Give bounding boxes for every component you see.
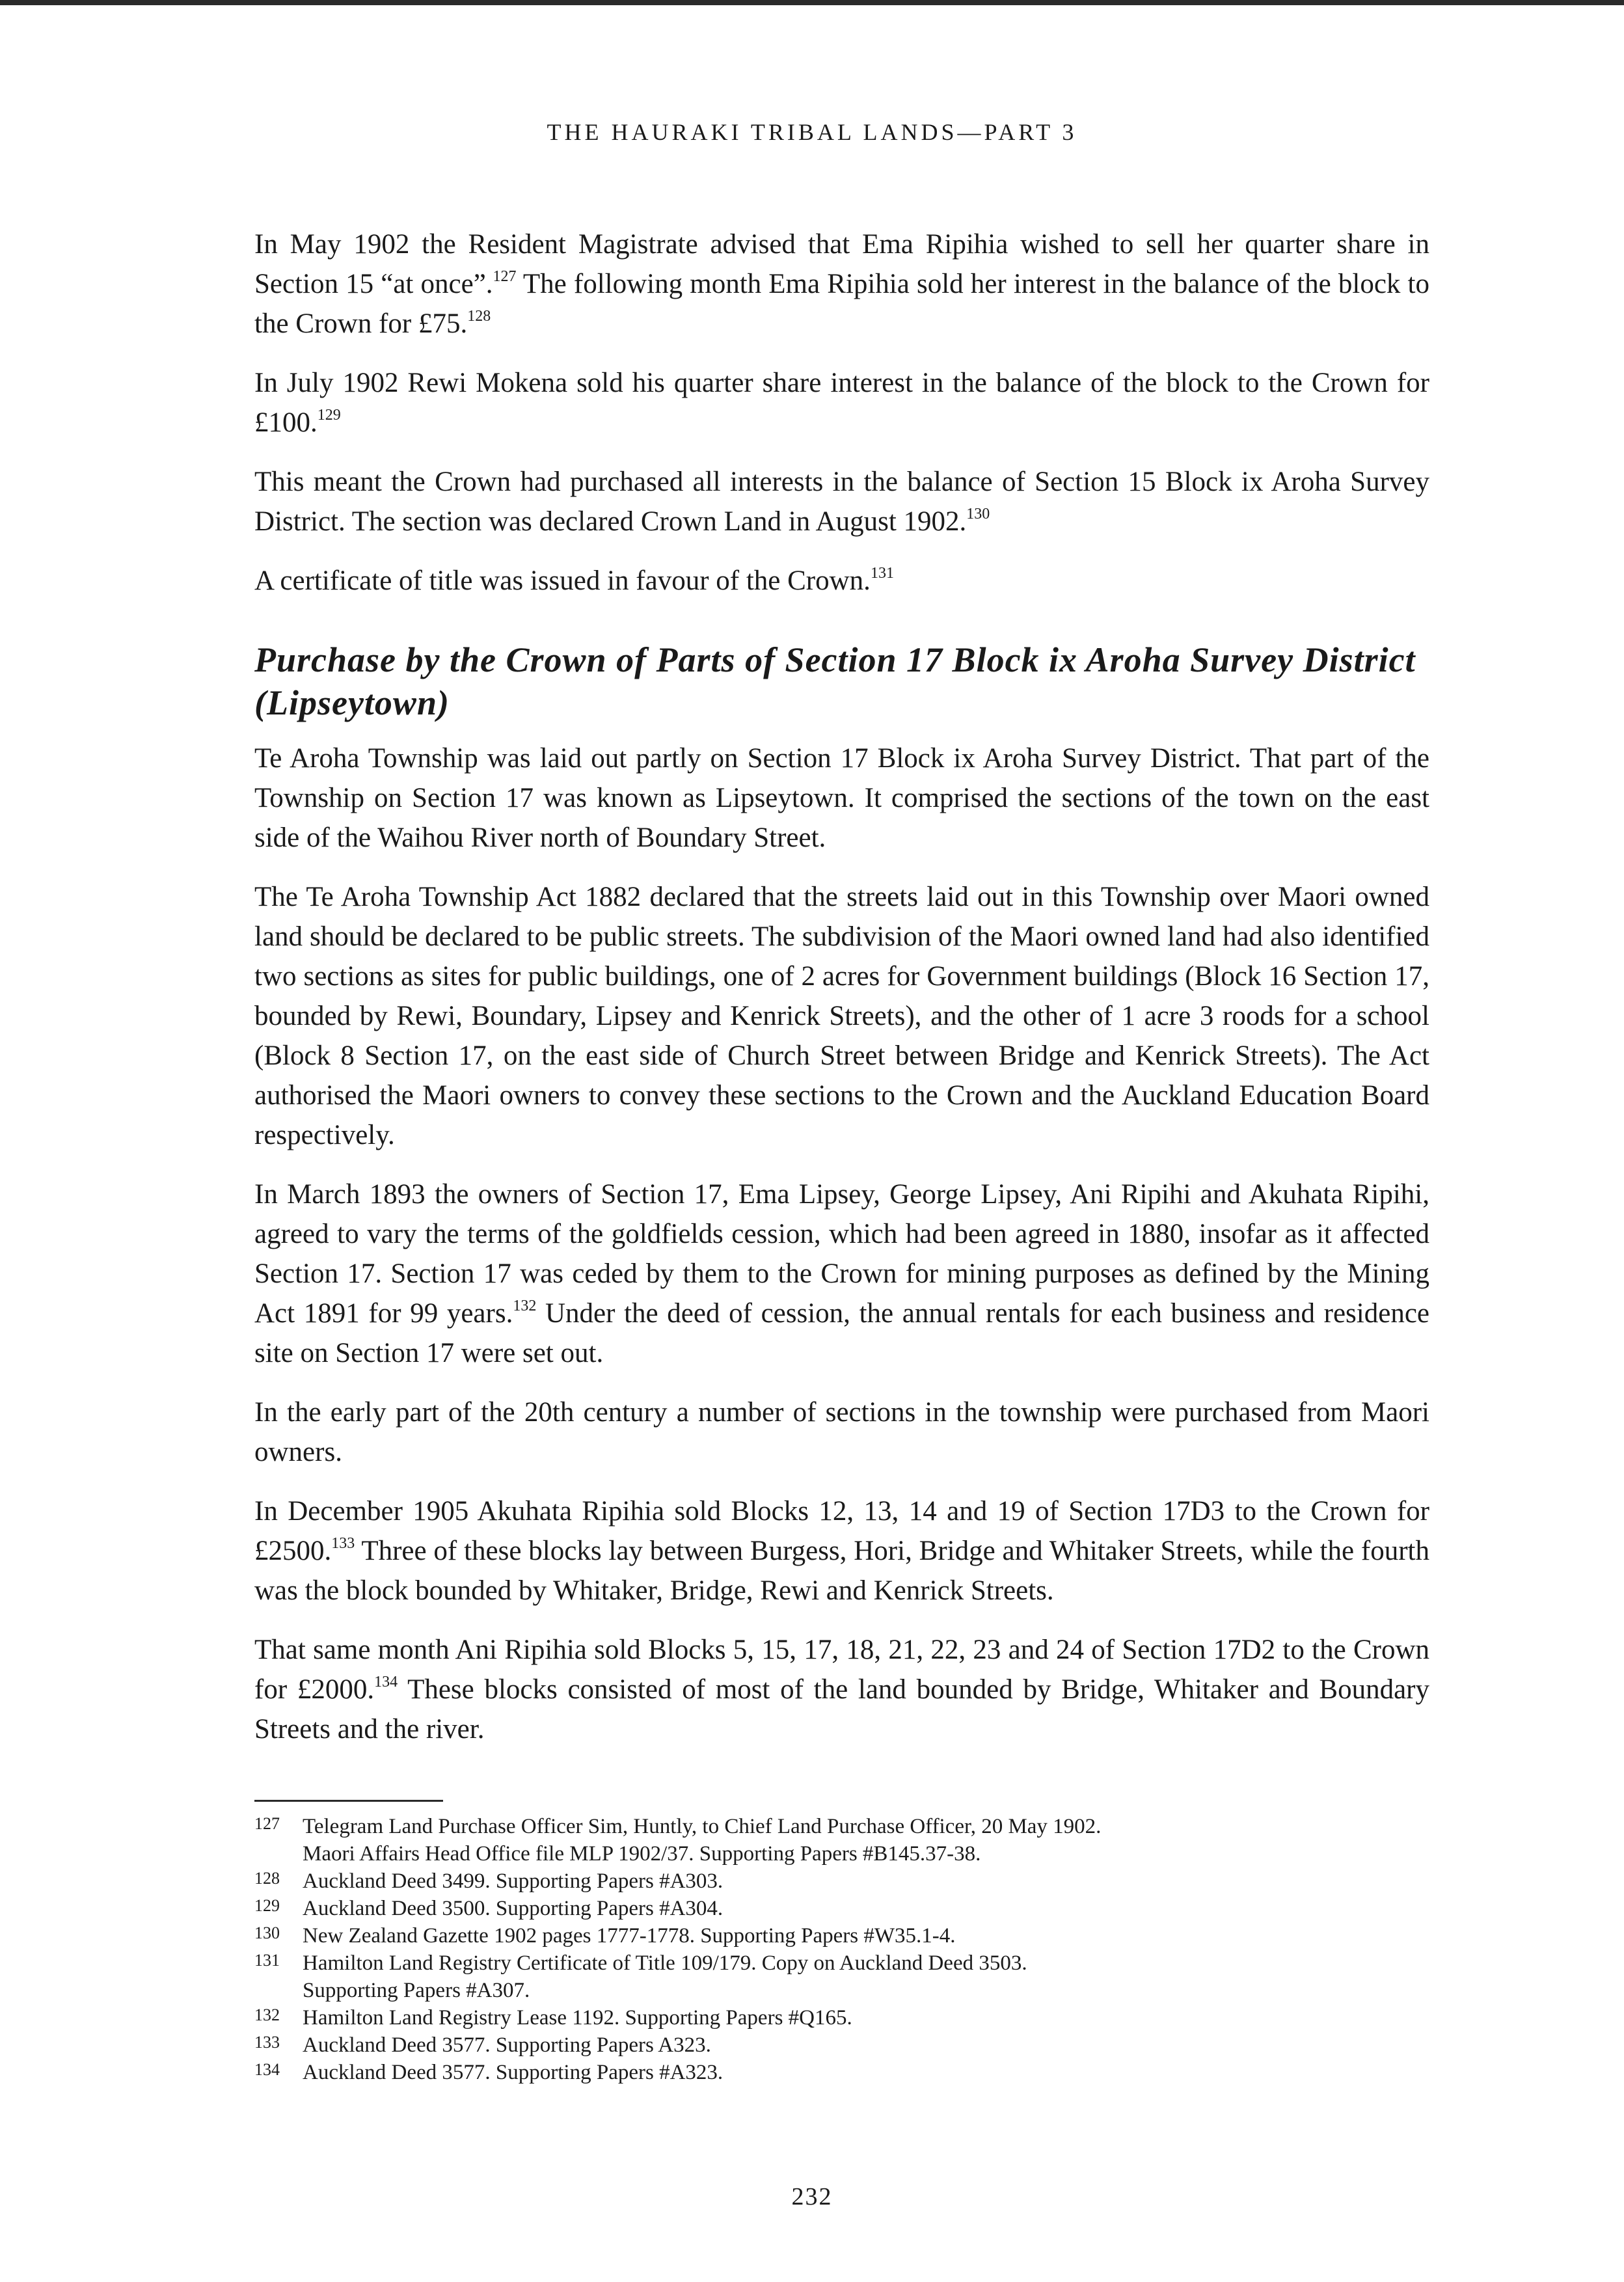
paragraph [254,877,1429,1155]
paragraph-text: Under the deed of cession, the annual rentals for each business and residence site on Section 17 were set out. [254,1298,1429,1368]
footnote-line: Auckland Deed 3500. Supporting Papers #A304. [303,1897,724,1920]
paragraph [254,1392,1429,1472]
footnote-number: 128 [254,1869,280,1888]
footnote-ref: 130 [966,506,990,523]
footnote-line: Hamilton Land Registry Lease 1192. Supporting Papers #Q165. [303,2006,852,2030]
footnote-line: Auckland Deed 3577. Supporting Papers #A323. [303,2061,724,2084]
paragraph-text: The Te Aroha Township Act 1882 declared that the streets laid out in this Township over Maori owned land should be declared to be public streets. The subdivision of the Maori owned land had also identified two sections as sites for public buildings, one of 2 acres for Government buildings (Block 16 Section 17, bounded by Rewi, Boundary, Lipsey and Kenrick Streets), and the other of 1 acre 3 roods for a school (Block 8 Section 17, on the east side of Church Street between Bridge and Kenrick Streets). The Act authorised the Maori owners to convey these sections to the Crown and the Auckland Education Board respectively. [254,882,1429,1150]
paragraph-text: Te Aroha Township was laid out partly on Section 17 Block ix Aroha Survey District. That part of the Township on Section 17 was known as Lipseytown. It comprised the sections of the town on the east side of the Waihou River north of Boundary Street. [254,743,1429,853]
paragraph [254,561,1429,601]
footnote-line: Auckland Deed 3499. Supporting Papers #A303. [303,1869,724,1893]
footnote [254,1922,1429,1949]
paragraph-text: A certificate of title was issued in favour of the Crown. [254,565,871,596]
paragraph-group-b [254,739,1429,1749]
paragraph-text: The following month Ema Ripihia sold her interest in the balance of the block to the Crown for £75. [254,269,1429,339]
paragraph-text: In May 1902 the Resident Magistrate advised that Ema Ripihia wished to sell her quarter share in Section 15 “at once”. [254,229,1429,299]
paragraph [254,1175,1429,1373]
footnote-ref: 132 [513,1297,537,1314]
footnote-number: 127 [254,1814,280,1833]
footnote [254,1813,1429,1868]
footnote-number: 131 [254,1951,280,1970]
footnote [254,2004,1429,2031]
paragraph-text: In March 1893 the owners of Section 17, Ema Lipsey, George Lipsey, Ani Ripihi and Akuhata Ripihi, agreed to vary the terms of the goldfields cession, which had been agreed in 1880, insofar as it affected Section 17. Section 17 was ceded by them to the Crown for mining purposes as defined by the Mining Act 1891 for 99 years. [254,1179,1429,1329]
footnote-number: 129 [254,1896,280,1915]
paragraph-text: This meant the Crown had purchased all interests in the balance of Section 15 Block ix Aroha Survey District. The section was declared Crown Land in August 1902. [254,467,1429,537]
footnote [254,1949,1429,2004]
footnote [254,2059,1429,2086]
paragraph-text: In December 1905 Akuhata Ripihia sold Blocks 12, 13, 14 and 19 of Section 17D3 to the Crown for £2500. [254,1496,1429,1566]
footnote-number: 132 [254,2005,280,2024]
footnote-number: 130 [254,1923,280,1942]
paragraph-text: These blocks consisted of most of the land bounded by Bridge, Whitaker and Boundary Streets and the river. [254,1674,1429,1745]
footnotes [254,1813,1429,2086]
footnote-line: Maori Affairs Head Office file MLP 1902/37. Supporting Papers #B145.37-38. [303,1842,981,1866]
section-heading: Purchase by the Crown of Parts of Section 17 Block ix Aroha Survey District (Lipseytown) [254,640,1416,722]
footnote-separator [254,1800,443,1802]
footnote-ref: 127 [493,268,517,285]
footnote-number: 133 [254,2033,280,2052]
footnote [254,1895,1429,1922]
paragraph [254,462,1429,541]
footnote-line: Supporting Papers #A307. [303,1979,530,2002]
footnote-ref: 131 [870,565,894,582]
running-head: THE HAURAKI TRIBAL LANDS—PART 3 [547,119,1077,145]
paragraph [254,1630,1429,1749]
footnote-line: New Zealand Gazette 1902 pages 1777-1778. Supporting Papers #W35.1-4. [303,1924,956,1948]
paragraph-group-a [254,224,1429,601]
paragraph [254,363,1429,442]
footnote-ref: 129 [317,407,341,424]
page-number: 232 [791,2183,833,2210]
main-text [254,224,1429,1749]
footnote-ref: 133 [331,1535,355,1552]
paragraph [254,1491,1429,1610]
footnote-ref: 134 [374,1674,398,1691]
footnote [254,2031,1429,2059]
paragraph-text: That same month Ani Ripihia sold Blocks 5, 15, 17, 18, 21, 22, 23 and 24 of Section 17D2 to the Crown for £2000. [254,1635,1429,1705]
top-border [0,0,1624,5]
footnote-number: 134 [254,2060,280,2079]
paragraph-text: Three of these blocks lay between Burgess, Hori, Bridge and Whitaker Streets, while the fourth was the block bounded by Whitaker, Bridge, Rewi and Kenrick Streets. [254,1536,1429,1606]
paragraph [254,739,1429,858]
footnote [254,1868,1429,1895]
footnote-line: Hamilton Land Registry Certificate of Title 109/179. Copy on Auckland Deed 3503. [303,1951,1027,1975]
paragraph [254,224,1429,344]
footnote-line: Auckland Deed 3577. Supporting Papers A323. [303,2033,711,2057]
paragraph-text: In the early part of the 20th century a number of sections in the township were purchased from Maori owners. [254,1397,1429,1467]
footnote-ref: 128 [467,308,491,325]
paragraph-text: In July 1902 Rewi Mokena sold his quarter share interest in the balance of the block to the Crown for £100. [254,368,1429,438]
footnote-line: Telegram Land Purchase Officer Sim, Huntly, to Chief Land Purchase Officer, 20 May 1902. [303,1815,1102,1838]
